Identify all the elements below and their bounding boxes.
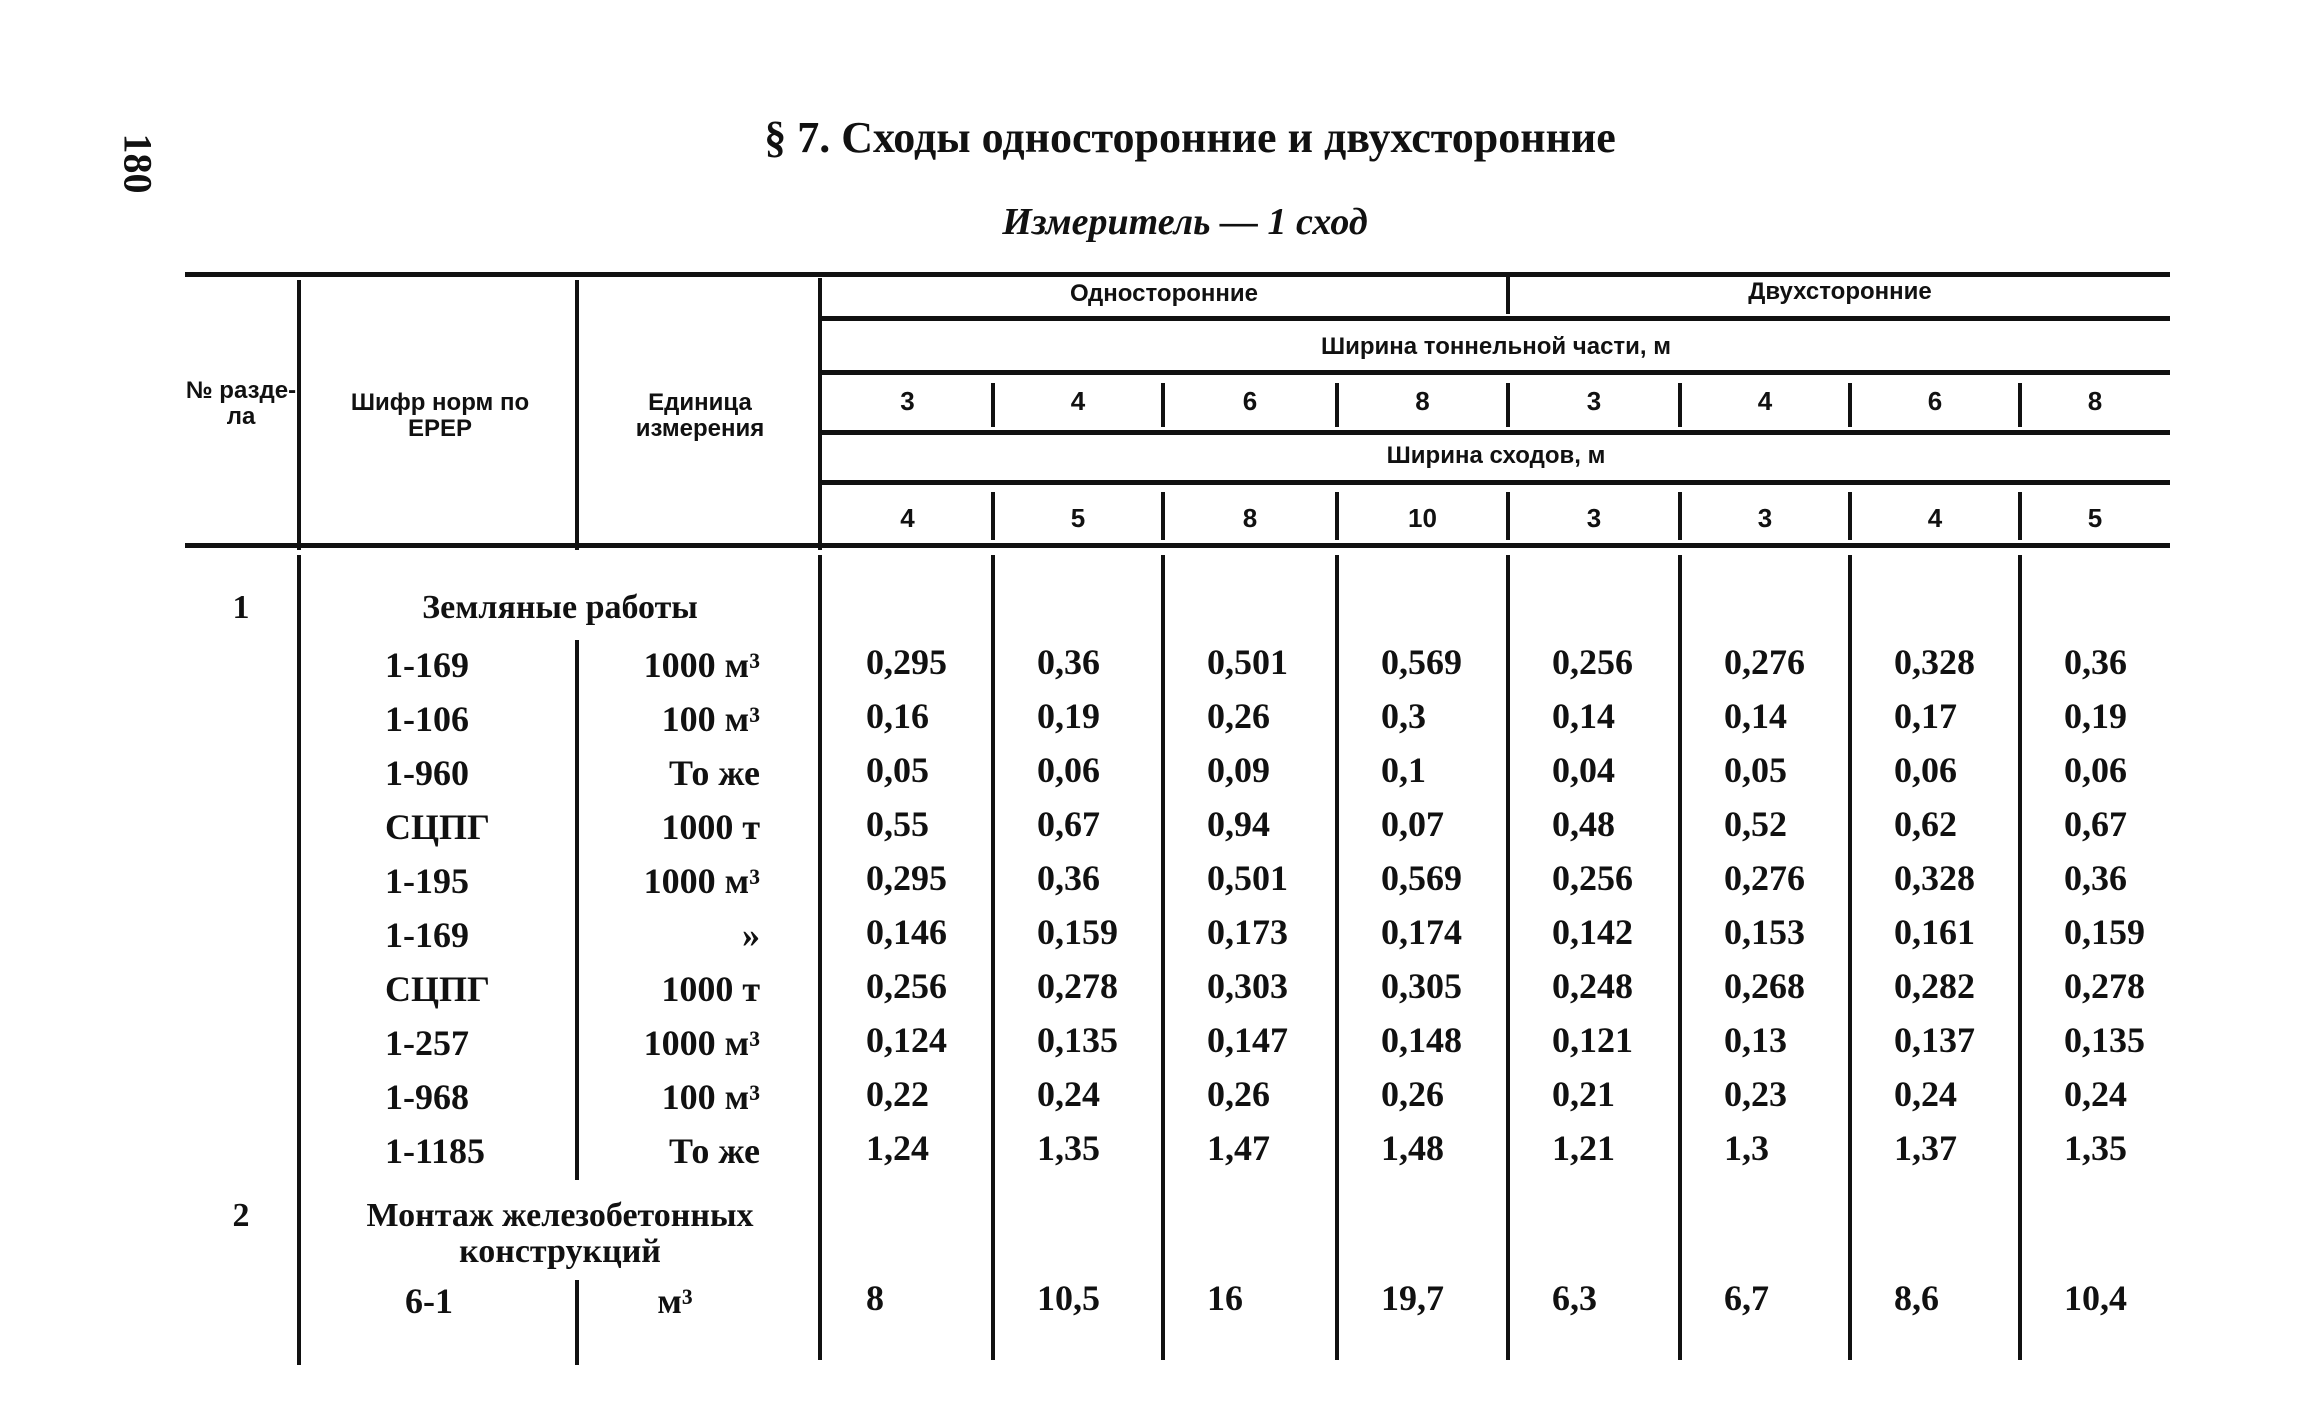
header-rule xyxy=(822,480,2170,485)
stair-width-value: 3 xyxy=(1586,503,1602,533)
column-divider xyxy=(575,1280,579,1365)
value-cell: 0,07 xyxy=(1381,804,1444,844)
tunnel-width-value: 4 xyxy=(1070,386,1086,416)
page-number: 180 xyxy=(115,133,161,194)
norm-code: 1-169 xyxy=(385,645,469,685)
tunnel-width-value: 3 xyxy=(900,386,915,416)
column-divider xyxy=(991,492,995,540)
value-cell: 0,276 xyxy=(1724,642,1805,682)
unit: То же xyxy=(668,1131,760,1171)
value-cell: 0,16 xyxy=(866,696,929,736)
value-cell: 1,35 xyxy=(1037,1128,1100,1168)
value-cell: 1,47 xyxy=(1207,1128,1270,1168)
value-cell: 0,36 xyxy=(1037,858,1100,898)
value-cell: 0,3 xyxy=(1381,696,1426,736)
column-divider xyxy=(1506,383,1510,427)
header-section-no: № разде-ла xyxy=(185,377,297,430)
norm-code: 6-1 xyxy=(405,1281,453,1321)
unit: 100 м³ xyxy=(661,699,760,739)
section-number: 2 xyxy=(232,1197,250,1234)
value-cell: 6,3 xyxy=(1552,1278,1597,1318)
table-top-rule xyxy=(185,272,2170,277)
unit: 1000 т xyxy=(661,969,760,1009)
unit: 100 м³ xyxy=(661,1077,760,1117)
unit: » xyxy=(742,915,760,955)
value-cell: 0,305 xyxy=(1381,966,1462,1006)
value-cell: 0,06 xyxy=(1037,750,1100,790)
value-cell: 0,24 xyxy=(1894,1074,1957,1114)
tunnel-width-value: 8 xyxy=(2087,386,2103,416)
page-title: § 7. Сходы односторонние и двухсторонние xyxy=(764,113,1616,162)
header-bottom-rule xyxy=(185,543,2170,548)
value-cell: 0,19 xyxy=(1037,696,1100,736)
value-cell: 0,124 xyxy=(866,1020,947,1060)
norm-code: 1-169 xyxy=(385,915,469,955)
column-divider xyxy=(1335,492,1339,540)
value-cell: 0,36 xyxy=(2064,642,2127,682)
value-cell: 0,278 xyxy=(2064,966,2145,1006)
column-divider xyxy=(1161,492,1165,540)
column-divider xyxy=(575,640,579,1180)
value-cell: 0,21 xyxy=(1552,1074,1615,1114)
value-cell: 0,256 xyxy=(1552,642,1633,682)
header-rule xyxy=(822,430,2170,435)
column-divider xyxy=(1848,555,1852,1360)
tunnel-width-value: 6 xyxy=(1242,386,1258,416)
value-cell: 0,06 xyxy=(2064,750,2127,790)
value-cell: 0,146 xyxy=(866,912,947,952)
header-stair-width: Ширина сходов, м xyxy=(1386,442,1606,469)
tunnel-width-value: 8 xyxy=(1415,386,1430,416)
column-divider xyxy=(575,280,579,550)
value-cell: 0,55 xyxy=(866,804,929,844)
value-cell: 10,4 xyxy=(2064,1278,2127,1318)
unit: 1000 м³ xyxy=(643,1023,760,1063)
column-divider xyxy=(1678,383,1682,427)
value-cell: 0,569 xyxy=(1381,858,1462,898)
header-tunnel-width: Ширина тоннельной части, м xyxy=(1320,333,1672,360)
value-cell: 10,5 xyxy=(1037,1278,1100,1318)
value-cell: 0,295 xyxy=(866,642,947,682)
column-divider xyxy=(1506,492,1510,540)
value-cell: 8,6 xyxy=(1894,1278,1939,1318)
header-one-sided: Односторонние xyxy=(1069,280,1258,307)
value-cell: 0,268 xyxy=(1724,966,1805,1006)
value-cell: 0,147 xyxy=(1207,1020,1288,1060)
value-cell: 0,159 xyxy=(1037,912,1118,952)
value-cell: 0,569 xyxy=(1381,642,1462,682)
value-cell: 0,135 xyxy=(2064,1020,2145,1060)
unit: 1000 т xyxy=(661,807,760,847)
section-name: Монтаж железобетонных конструкций xyxy=(366,1197,754,1270)
value-cell: 0,52 xyxy=(1724,804,1787,844)
column-divider xyxy=(1161,555,1165,1360)
value-cell: 1,35 xyxy=(2064,1128,2127,1168)
value-cell: 0,24 xyxy=(1037,1074,1100,1114)
value-cell: 6,7 xyxy=(1724,1278,1769,1318)
stair-width-value: 4 xyxy=(900,503,915,533)
value-cell: 0,256 xyxy=(1552,858,1633,898)
value-cell: 0,501 xyxy=(1207,858,1288,898)
value-cell: 0,121 xyxy=(1552,1020,1633,1060)
value-cell: 0,26 xyxy=(1207,696,1270,736)
value-cell: 1,21 xyxy=(1552,1128,1615,1168)
stair-width-value: 8 xyxy=(1242,503,1258,533)
stair-width-value: 3 xyxy=(1757,503,1773,533)
value-cell: 0,295 xyxy=(866,858,947,898)
tunnel-width-value: 3 xyxy=(1586,386,1602,416)
stair-width-value: 5 xyxy=(2087,503,2103,533)
norm-code: 1-257 xyxy=(385,1023,469,1063)
column-divider xyxy=(1848,492,1852,540)
value-cell: 0,137 xyxy=(1894,1020,1975,1060)
stair-width-value: 10 xyxy=(1408,503,1437,533)
unit: м³ xyxy=(657,1281,693,1321)
column-divider xyxy=(1506,555,1510,1360)
column-divider xyxy=(1678,555,1682,1360)
value-cell: 0,161 xyxy=(1894,912,1975,952)
value-cell: 0,501 xyxy=(1207,642,1288,682)
unit: 1000 м³ xyxy=(643,645,760,685)
measure-unit-subtitle: Измеритель — 1 сход xyxy=(1002,201,1368,243)
norm-code: 1-106 xyxy=(385,699,469,739)
unit: 1000 м³ xyxy=(643,861,760,901)
value-cell: 0,148 xyxy=(1381,1020,1462,1060)
norm-code: СЦПГ xyxy=(385,969,490,1009)
value-cell: 0,135 xyxy=(1037,1020,1118,1060)
value-cell: 0,174 xyxy=(1381,912,1462,952)
value-cell: 8 xyxy=(866,1278,884,1318)
stair-width-value: 4 xyxy=(1927,503,1943,533)
value-cell: 0,67 xyxy=(1037,804,1100,844)
value-cell: 0,22 xyxy=(866,1074,929,1114)
value-cell: 0,13 xyxy=(1724,1020,1787,1060)
value-cell: 0,282 xyxy=(1894,966,1975,1006)
value-cell: 0,06 xyxy=(1894,750,1957,790)
value-cell: 0,94 xyxy=(1207,804,1270,844)
tunnel-width-value: 6 xyxy=(1927,386,1943,416)
value-cell: 1,3 xyxy=(1724,1128,1769,1168)
value-cell: 0,142 xyxy=(1552,912,1633,952)
column-divider xyxy=(297,555,301,1365)
value-cell: 0,17 xyxy=(1894,696,1957,736)
value-cell: 0,153 xyxy=(1724,912,1805,952)
value-cell: 0,14 xyxy=(1552,696,1615,736)
value-cell: 1,24 xyxy=(866,1128,929,1168)
header-unit: Единица измерения xyxy=(635,389,765,442)
stair-width-value: 5 xyxy=(1070,503,1086,533)
column-divider xyxy=(2018,492,2022,540)
value-cell: 0,26 xyxy=(1207,1074,1270,1114)
value-cell: 0,159 xyxy=(2064,912,2145,952)
value-cell: 0,05 xyxy=(1724,750,1787,790)
value-cell: 0,256 xyxy=(866,966,947,1006)
value-cell: 0,23 xyxy=(1724,1074,1787,1114)
value-cell: 0,48 xyxy=(1552,804,1615,844)
value-cell: 16 xyxy=(1207,1278,1243,1318)
value-cell: 19,7 xyxy=(1381,1278,1444,1318)
norm-code: 1-968 xyxy=(385,1077,469,1117)
value-cell: 1,48 xyxy=(1381,1128,1444,1168)
column-divider xyxy=(1678,492,1682,540)
value-cell: 0,276 xyxy=(1724,858,1805,898)
header-rule xyxy=(822,316,2170,321)
header-two-sided: Двухсторонние xyxy=(1748,278,1932,305)
header-rule xyxy=(822,370,2170,375)
value-cell: 1,37 xyxy=(1894,1128,1957,1168)
column-divider xyxy=(1335,555,1339,1360)
value-cell: 0,1 xyxy=(1381,750,1426,790)
column-divider xyxy=(991,555,995,1360)
section-name: Земляные работы xyxy=(422,589,698,626)
norm-code: СЦПГ xyxy=(385,807,490,847)
column-divider xyxy=(2018,555,2022,1360)
norm-code: 1-960 xyxy=(385,753,469,793)
unit: То же xyxy=(668,753,760,793)
value-cell: 0,278 xyxy=(1037,966,1118,1006)
column-divider xyxy=(818,555,822,1360)
column-divider xyxy=(2018,383,2022,427)
value-cell: 0,24 xyxy=(2064,1074,2127,1114)
norm-code: 1-195 xyxy=(385,861,469,901)
value-cell: 0,36 xyxy=(1037,642,1100,682)
value-cell: 0,05 xyxy=(866,750,929,790)
column-divider xyxy=(1335,383,1339,427)
value-cell: 0,19 xyxy=(2064,696,2127,736)
value-cell: 0,328 xyxy=(1894,642,1975,682)
value-cell: 0,248 xyxy=(1552,966,1633,1006)
section-number: 1 xyxy=(232,589,250,626)
value-cell: 0,328 xyxy=(1894,858,1975,898)
column-divider xyxy=(991,383,995,427)
value-cell: 0,26 xyxy=(1381,1074,1444,1114)
value-cell: 0,67 xyxy=(2064,804,2127,844)
value-cell: 0,303 xyxy=(1207,966,1288,1006)
value-cell: 0,62 xyxy=(1894,804,1957,844)
value-cell: 0,36 xyxy=(2064,858,2127,898)
norm-code: 1-1185 xyxy=(385,1131,486,1171)
column-divider xyxy=(297,280,301,550)
value-cell: 0,173 xyxy=(1207,912,1288,952)
header-code: Шифр норм по ЕРЕР xyxy=(350,389,530,442)
column-divider xyxy=(1161,383,1165,427)
tunnel-width-value: 4 xyxy=(1757,386,1773,416)
value-cell: 0,14 xyxy=(1724,696,1787,736)
column-divider xyxy=(1848,383,1852,427)
value-cell: 0,04 xyxy=(1552,750,1615,790)
value-cell: 0,09 xyxy=(1207,750,1270,790)
